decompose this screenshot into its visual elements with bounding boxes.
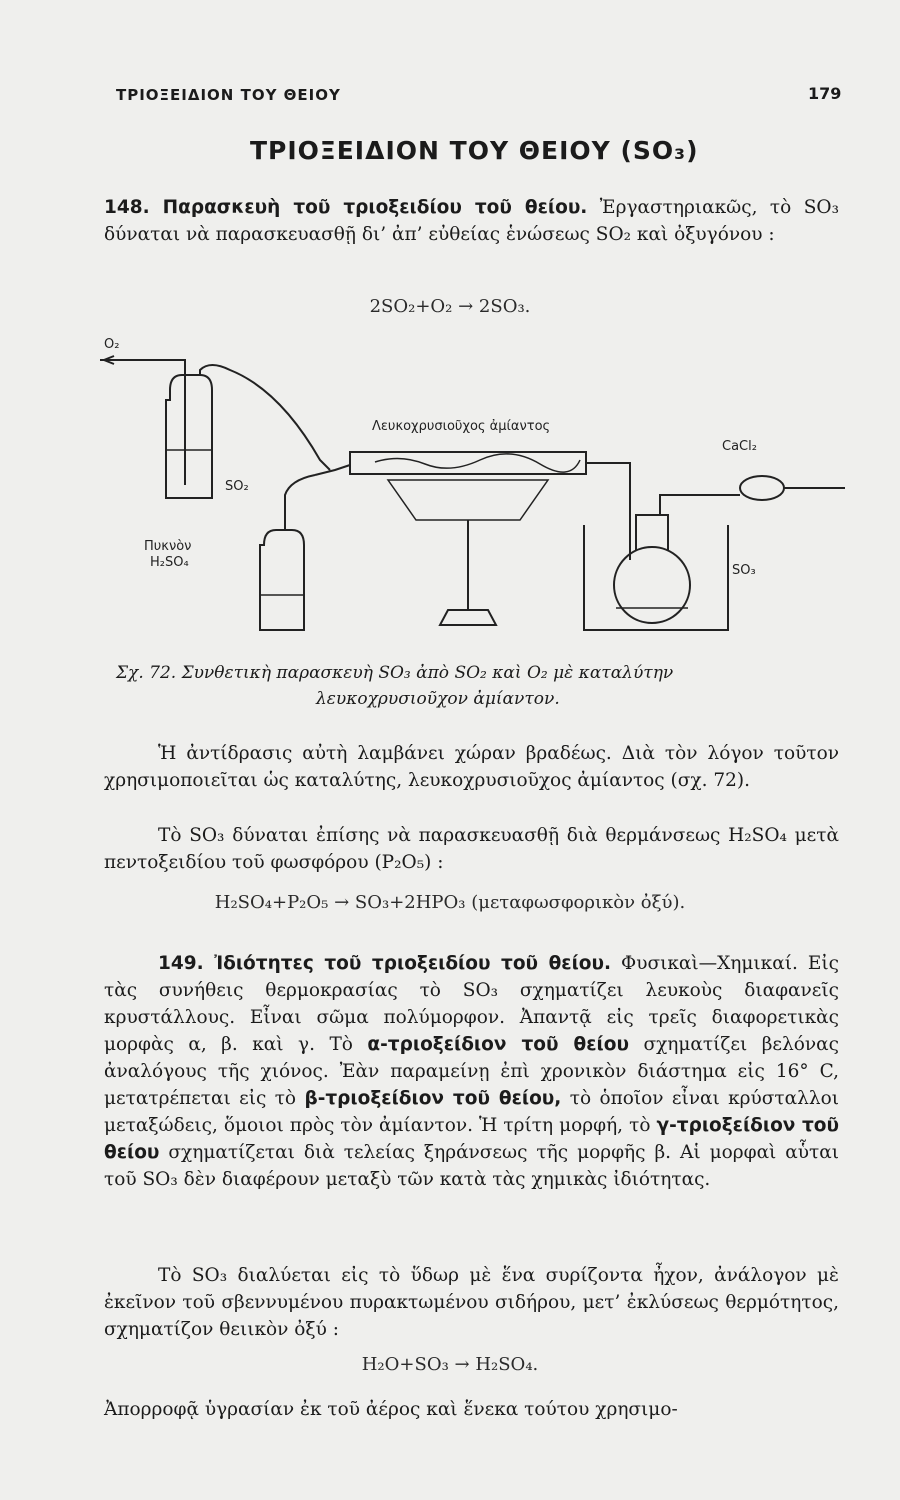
running-head: ΤΡΙΟΞΕΙΔΙΟΝ ΤΟΥ ΘΕΙΟΥ [116, 86, 341, 104]
label-so2: SO₂ [225, 479, 249, 494]
cooling-bath [584, 525, 728, 630]
label-h2so4-line2: H₂SO₄ [150, 555, 189, 570]
gamma-form: γ-τριοξείδιον τοῦ θείου [104, 1115, 840, 1163]
collection-flask [614, 547, 690, 623]
label-so3: SO₃ [732, 563, 756, 578]
section-149-heading: 149. Ἰδιότητες τοῦ τριοξειδίου τοῦ θείου. [158, 953, 612, 974]
burner-base [440, 610, 496, 625]
section-149-paragraph-3 [104, 1396, 839, 1423]
equation-p2o5: H₂SO₄+P₂O₅ → SO₃+2HPO₃ (μεταφωσφορικὸν ὀξύ). [214, 892, 686, 913]
alpha-form: α-τριοξείδιον τοῦ θείου [367, 1034, 629, 1055]
section-149-p3-text: Ἀπορροφᾷ ὑγρασίαν ἐκ τοῦ ἀέρος καὶ ἕνεκα τούτου χρησιμο- [104, 1399, 678, 1420]
body-para2-text: Τὸ SO₃ δύναται ἐπίσης νὰ παρασκευασθῇ διὰ θερμάνσεως H₂SO₄ μετὰ πεντοξειδίου τοῦ φωσφόρου (P₂O₅) : [104, 825, 839, 873]
rubber-tube [200, 365, 330, 470]
drying-line [660, 495, 740, 515]
cacl2-bulb [740, 476, 784, 500]
wash-bottle-2 [260, 530, 304, 630]
figure-caption [116, 660, 846, 712]
body-paragraph-1 [104, 740, 839, 794]
section-149-text-d: σχηματίζεται διὰ τελείας ξηράνσεως τῆς μορφῆς β. Αἱ μορφαὶ αὗται τοῦ SO₃ δὲν διαφέρουν μεταξὺ τῶν κατὰ τὰς χημικὰς ἰδιότητας. [104, 1142, 839, 1190]
flask-neck [636, 515, 668, 550]
section-148-paragraph [104, 194, 839, 248]
section-149-paragraph [104, 950, 839, 1193]
label-o2: O₂ [104, 337, 120, 352]
section-149-text-a: Εἰς τὰς συνήθεις θερμοκρασίας τὸ SO₃ σχηματίζει λευκοὺς διαφανεῖς κρυστάλλους. Εἶναι σῶμα πολύμορφον. Ἀπαντᾷ εἰς τρεῖς διαφορετικὰς μορφὰς α, β. καὶ γ. Τὸ [104, 953, 839, 1055]
section-149-text-b: σχηματίζει βελόνας ἀναλόγους τῆς χιόνος. Ἐὰν παραμείνῃ ἐπὶ χρονικὸν διάστημα εἰς 16° C, μετατρέπεται εἰς τὸ [104, 1034, 839, 1109]
outlet-tube [586, 463, 630, 560]
caption-line-2: λευκοχρυσιοῦχον ἀμίαντον. [316, 689, 560, 709]
body-para1-text: Ἡ ἀντίδρασις αὐτὴ λαμβάνει χώραν βραδέως. Διὰ τὸν λόγον τοῦτον χρησιμοποιεῖται ὡς καταλύτης, λευκοχρυσιοῦχος ἀμίαντος (σχ. 72). [104, 743, 839, 791]
section-149-paragraph-2 [104, 1262, 839, 1343]
inlet-tube [158, 360, 185, 485]
chapter-title: ΤΡΙΟΞΕΙΔΙΟΝ ΤΟΥ ΘΕΙΟΥ (SO₃) [250, 136, 699, 165]
label-cacl2: CaCl₂ [722, 439, 757, 454]
equation-sulfuric-acid: H₂O+SO₃ → H₂SO₄. [361, 1354, 539, 1375]
burner-hood [388, 480, 548, 520]
page-number: 179 [808, 84, 842, 103]
beta-form: β-τριοξείδιον τοῦ θείου, [304, 1088, 562, 1109]
y-junction [315, 465, 350, 475]
wash-bottle-1 [166, 375, 212, 498]
catalyst-tube [350, 452, 586, 474]
section-149-subheading: Φυσικαὶ—Χημικαί. [621, 953, 798, 974]
equation-so2-oxidation: 2SO₂+O₂ → 2SO₃. [369, 296, 531, 317]
label-h2so4-line1: Πυκνὸν [144, 539, 192, 554]
section-148-heading: 148. Παρασκευὴ τοῦ τριοξειδίου τοῦ θείου. [104, 197, 588, 218]
label-asbestos: Λευκοχρυσιοῦχος ἀμίαντος [372, 419, 551, 434]
section-149-p2-text: Τὸ SO₃ διαλύεται εἰς τὸ ὕδωρ μὲ ἕνα συρίζοντα ἦχον, ἀνάλογον μὲ ἐκεῖνον τοῦ σβεννυμένου πυρακτωμένου σιδήρου, μετ’ ἐκλύσεως θερμότητος, σχηματίζον θειικὸν ὀξύ : [104, 1265, 839, 1340]
apparatus-figure [100, 330, 850, 650]
so2-tube [285, 475, 315, 530]
body-paragraph-2 [104, 822, 839, 876]
caption-line-1: Σχ. 72. Συνθετικὴ παρασκευὴ SO₃ ἀπὸ SO₂ καὶ O₂ μὲ καταλύτην [116, 663, 674, 683]
asbestos-fill [375, 454, 580, 472]
section-148-text: Ἐργαστηριακῶς, τὸ SO₃ δύναται νὰ παρασκευασθῇ δι’ ἀπ’ εὐθείας ἑνώσεως SO₂ καὶ ὀξυγόνου : [104, 197, 839, 245]
section-149-text-c: τὸ ὁποῖον εἶναι κρύσταλλοι μεταξώδεις, ὅμοιοι πρὸς τὸν ἀμίαντον. Ἡ τρίτη μορφή, τὸ [104, 1088, 839, 1136]
